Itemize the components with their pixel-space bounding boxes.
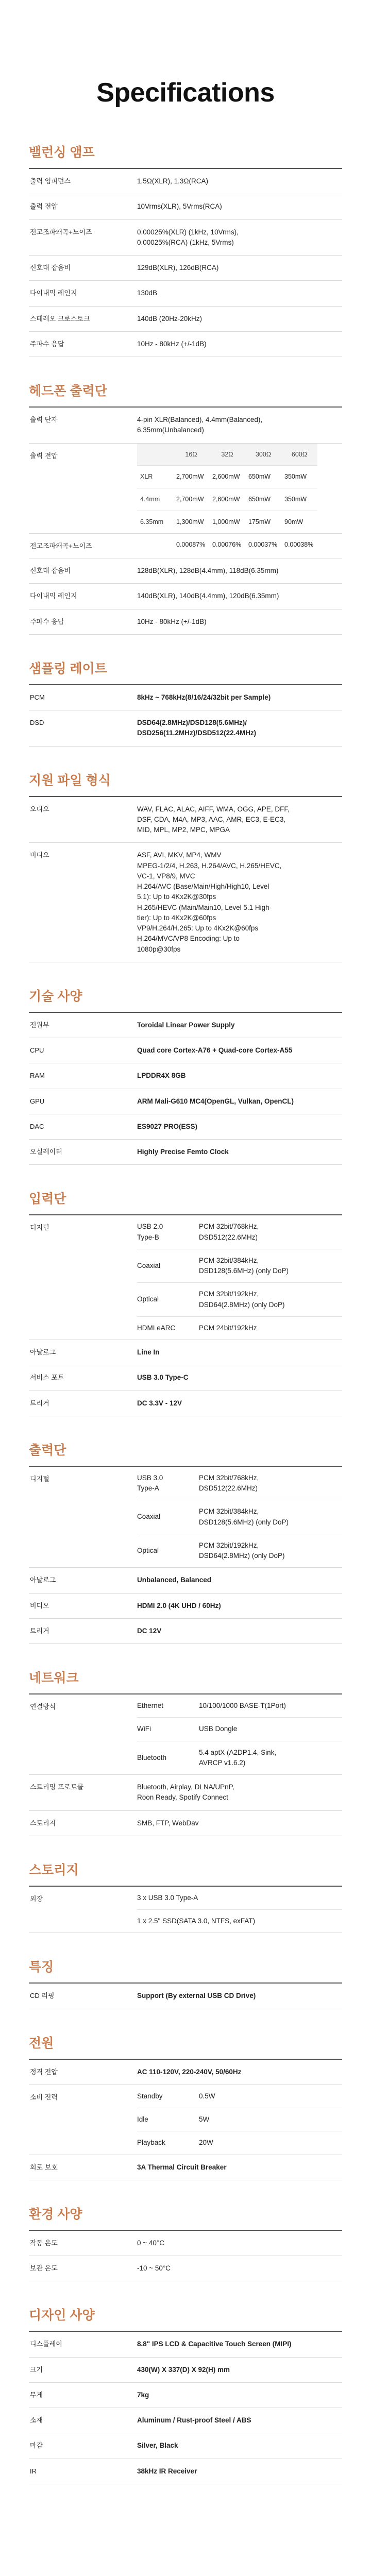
spec-label: 스트리밍 프로토콜 [30,1783,84,1791]
spec-value: 0 ~ 40°C [137,2239,165,2247]
consumption-list [137,2085,342,2155]
section-title-amp: 밸런싱 앰프 [29,137,342,169]
power-grid [137,444,342,533]
spec-row [29,797,342,843]
spec-value: LPDDR4X 8GB [137,1072,186,1080]
sub-row [137,1317,342,1340]
sub-label: Bluetooth [137,1753,167,1761]
power-grid-header: 600Ω [281,444,317,466]
sub-label: Coaxial [137,1261,161,1269]
section-title-environment: 환경 사양 [29,2199,342,2231]
sub-value: PCM 32bit/384kHz, DSD128(5.6MHz) (only DoP) [199,1256,289,1275]
power-grid-cell: 2,700mW [173,488,209,511]
spec-row-digital-in [29,1215,342,1340]
power-grid-wrap [137,444,342,533]
spec-label: 정격 전압 [30,2067,58,2076]
thd-grid-cell: 0.00087% [176,540,206,548]
spec-row [29,1340,342,1365]
spec-value: 140dB (20Hz-20kHz) [137,314,203,323]
spec-row [29,1013,342,1038]
spec-label: 오디오 [30,805,49,813]
spec-row [29,1775,342,1811]
spec-label: 작동 온도 [30,2239,58,2247]
section-environment [29,2199,342,2282]
section-design [29,2300,342,2484]
spec-label: 스테레오 크로스토크 [30,314,90,323]
spec-value: 140dB(XLR), 140dB(4.4mm), 120dB(6.35mm) [137,592,279,600]
spec-label: 다이내믹 레인지 [30,592,77,600]
section-headphone [29,376,342,635]
storage-item [137,1887,342,1910]
power-grid-cell: 90mW [284,518,303,526]
spec-value: AC 110-120V, 220-240V, 50/60Hz [137,2067,242,2076]
sub-value: PCM 32bit/768kHz, DSD512(22.6MHz) [199,1223,259,1241]
spec-value: Aluminum / Rust-proof Steel / ABS [137,2416,251,2424]
thd-grid-spacer [137,534,173,556]
spec-row-digital-out [29,1467,342,1568]
spec-value: 130dB [137,289,158,297]
spec-value: ARM Mali-G610 MC4(OpenGL, Vulkan, OpenCL) [137,1097,294,1105]
spec-label: GPU [30,1097,45,1105]
spec-row [29,1365,342,1391]
spec-row [29,307,342,332]
sub-row [137,1249,342,1283]
spec-label: 마감 [30,2442,43,2450]
spec-row [29,1619,342,1644]
sub-label: USB 3.0 Type-A [137,1473,163,1492]
spec-row [29,685,342,710]
spec-label: CD 리핑 [30,1992,55,2000]
sub-row [137,1467,342,1501]
spec-value: DC 3.3V - 12V [137,1399,182,1407]
spec-row [29,256,342,281]
sub-value: PCM 32bit/384kHz, DSD128(5.6MHz) (only DoP) [199,1507,289,1526]
spec-row [29,558,342,584]
sub-value: USB Dongle [199,1725,238,1733]
spec-label: 신호대 잡음비 [30,264,71,272]
spec-row [29,1114,342,1140]
storage-item [137,1910,342,1933]
power-grid-cell: 350mW [281,466,317,488]
section-amp [29,137,342,357]
section-tech [29,981,342,1165]
spec-label: PCM [30,693,45,701]
spec-label: 디지털 [30,1224,49,1232]
spec-label: 아날로그 [30,1348,56,1356]
connection-list [137,1694,342,1774]
spec-label: DAC [30,1122,44,1130]
storage-item-text: 3 x USB 3.0 Type-A [137,1893,198,1902]
spec-value: 4-pin XLR(Balanced), 4.4mm(Balanced), 6.35mm(Unbalanced) [137,416,263,434]
section-sampling [29,653,342,747]
sub-row [137,1741,342,1775]
spec-label: 전원부 [30,1021,49,1029]
spec-value: USB 3.0 Type-C [137,1374,189,1382]
storage-item-text: 1 x 2.5" SSD(SATA 3.0, NTFS, exFAT) [137,1917,256,1925]
sub-value: 10/100/1000 BASE-T(1Port) [199,1702,286,1709]
spec-label: 트리거 [30,1626,49,1635]
spec-row [29,1140,342,1165]
sub-label: HDMI eARC [137,1324,176,1332]
spec-row [29,2433,342,2459]
page-title: Specifications [96,78,275,108]
spec-label: 서비스 포트 [30,1374,64,1382]
spec-label: 출력 전압 [30,202,58,211]
spec-label: 연결방식 [30,1703,56,1710]
sub-label: Idle [137,2115,148,2123]
spec-value: DSD64(2.8MHz)/DSD128(5.6MHz)/ DSD256(11.2MHz)/DSD512(22.4MHz) [137,719,257,737]
spec-row [29,408,342,444]
spec-value: ES9027 PRO(ESS) [137,1122,198,1130]
spec-label: DSD [30,719,44,726]
sub-label: Optical [137,1295,159,1303]
sub-row [137,1215,342,1249]
spec-label: 디스플레이 [30,2340,62,2348]
spec-value: 129dB(XLR), 126dB(RCA) [137,264,219,272]
section-title-network: 네트워크 [29,1663,342,1694]
spec-value: 1.5Ω(XLR), 1.3Ω(RCA) [137,177,208,185]
spec-value: DC 12V [137,1626,162,1635]
sub-value: PCM 32bit/192kHz, DSD64(2.8MHz) (only DoP) [199,1541,285,1560]
section-title-tech: 기술 사양 [29,981,342,1013]
spec-row [29,1594,342,1619]
sub-row [137,2085,342,2108]
spec-row [29,609,342,635]
spec-row [29,220,342,256]
section-input [29,1183,342,1416]
sub-label: Optical [137,1546,159,1554]
spec-value: Silver, Black [137,2442,178,2450]
sub-row [137,1283,342,1317]
spec-label: 주파수 응답 [30,340,64,348]
spec-label: 크기 [30,2365,43,2374]
spec-value: WAV, FLAC, ALAC, AIFF, WMA, OGG, APE, DFF, DSF, CDA, M4A, MP3, AAC, AMR, EC3, E-EC3, MID, MPL, MP2, MPC, MPGA [137,805,290,834]
section-power [29,2028,342,2180]
spec-row [29,2383,342,2408]
spec-row [29,281,342,306]
spec-value: 10Hz - 80kHz (+/-1dB) [137,617,207,625]
sub-value: 0.5W [199,2092,215,2100]
sub-value: 5W [199,2115,210,2123]
spec-row-power [29,444,342,534]
power-grid-header: 32Ω [209,444,245,466]
spec-row [29,1089,342,1114]
output-digital-list [137,1467,342,1568]
section-title-input: 입력단 [29,1183,342,1215]
spec-label: 신호대 잡음비 [30,567,71,574]
sub-value: PCM 32bit/768kHz, DSD512(22.6MHz) [199,1473,259,1492]
spec-row [29,2358,342,2383]
power-grid-cell: 2,600mW [209,488,245,511]
power-grid-cell: 2,700mW [173,466,209,488]
power-grid-cell: 650mW [245,488,281,511]
sub-row [137,1718,342,1741]
spec-value: 0.00025%(XLR) (1kHz, 10Vrms), 0.00025%(RCA) (1kHz, 5Vrms) [137,228,239,246]
spec-row [29,1568,342,1593]
spec-row [29,332,342,357]
spec-label: 다이내믹 레인지 [30,289,77,297]
spec-label: 출력 전압 [30,451,58,460]
spec-label: 전고조파왜곡+노이즈 [30,541,92,550]
section-title-formats: 지원 파일 형식 [29,765,342,797]
spec-label: 소재 [30,2416,43,2424]
spec-label: 보관 온도 [30,2264,58,2272]
spec-row [29,2060,342,2085]
power-grid-row-label: 6.35mm [140,518,164,526]
section-title-sampling: 샘플링 레이트 [29,653,342,685]
spec-label: 디지털 [30,1475,49,1483]
spec-label: 비디오 [30,851,49,859]
spec-row [29,2332,342,2357]
spec-value: Quad core Cortex-A76 + Quad-core Cortex-A55 [137,1046,293,1054]
spec-row-connection [29,1694,342,1775]
power-grid-cell: 1,300mW [176,518,204,526]
spec-value: Bluetooth, Airplay, DLNA/UPnP, Roon Ready, Spotify Connect [137,1783,234,1802]
sub-value: 5.4 aptX (A2DP1.4, Sink, AVRCP v1.6.2) [199,1748,277,1767]
spec-value: 10Vrms(XLR), 5Vrms(RCA) [137,202,222,211]
spec-label: 외장 [30,1894,43,1903]
spec-row-consumption [29,2085,342,2155]
thd-grid-wrap [137,534,342,558]
spec-label: 회로 보호 [30,2163,58,2171]
spec-value: HDMI 2.0 (4K UHD / 60Hz) [137,1601,221,1609]
storage-list [137,1887,342,1933]
spec-value: ASF, AVI, MKV, MP4, WMV MPEG-1/2/4, H.263, H.264/AVC, H.265/HEVC, VC-1, VP8/9, MVC H.264/AVC (Base/Main/High/High10, Level 5.1): Up to 4Kx2K@30fps H.265/HEVC (Main/Main10, Level 5.1 High- tier): Up to 4Kx2K@60fps VP9/H.264/H.265: Up to 4Kx2K@60fps H.264/MVC/VP8 Encoding: Up to 1080p@30fps [137,851,282,953]
sub-label: Standby [137,2092,163,2100]
power-grid-row-label: XLR [137,466,173,488]
spec-label: IR [30,2467,37,2475]
spec-row-thd [29,534,342,559]
spec-row [29,843,342,962]
power-grid-cell: 650mW [245,466,281,488]
spec-label: 비디오 [30,1601,49,1609]
power-grid-row-label: 4.4mm [137,488,173,511]
spec-value: Line In [137,1348,160,1356]
spec-value: 10Hz - 80kHz (+/-1dB) [137,340,207,348]
spec-value: 430(W) X 337(D) X 92(H) mm [137,2365,230,2374]
sub-label: WiFi [137,1725,151,1733]
section-title-design: 디자인 사양 [29,2300,342,2332]
sub-row [137,1694,342,1718]
thd-grid-cell: 0.00037% [248,540,278,548]
sub-row [137,1500,342,1534]
spec-label: 스토리지 [30,1819,56,1827]
power-grid-header [137,444,173,466]
thd-grid [137,534,342,556]
spec-row [29,169,342,194]
spec-value: Toroidal Linear Power Supply [137,1021,235,1029]
spec-label: CPU [30,1046,44,1054]
section-network [29,1663,342,1836]
power-grid-cell: 350mW [281,488,317,511]
sub-value: PCM 32bit/192kHz, DSD64(2.8MHz) (only DoP) [199,1290,285,1309]
spec-value: Support (By external USB CD Drive) [137,1992,256,2000]
section-title-feature: 특징 [29,1952,342,1984]
sub-label: Ethernet [137,1702,164,1709]
section-title-output: 출력단 [29,1435,342,1467]
spec-row [29,1811,342,1836]
section-output [29,1435,342,1644]
section-formats [29,765,342,962]
input-digital-list [137,1215,342,1340]
spec-label: 전고조파왜곡+노이즈 [30,228,92,236]
power-grid-header: 16Ω [173,444,209,466]
sub-label: Playback [137,2139,165,2147]
section-title-storage: 스토리지 [29,1855,342,1887]
spec-value: 8kHz ~ 768kHz(8/16/24/32bit per Sample) [137,693,271,701]
sub-row [137,1534,342,1568]
spec-row [29,2459,342,2484]
spec-value: 8.8" IPS LCD & Capacitive Touch Screen (MIPI) [137,2340,292,2348]
spec-row [29,194,342,219]
spec-value: 38kHz IR Receiver [137,2467,197,2475]
spec-value: 3A Thermal Circuit Breaker [137,2163,227,2171]
spec-label: 주파수 응답 [30,617,64,625]
spec-row [29,1391,342,1416]
sub-label: USB 2.0 Type-B [137,1223,163,1241]
spec-value: 7kg [137,2391,149,2399]
spec-row [29,2155,342,2180]
power-grid-cell: 2,600mW [209,466,245,488]
spec-row [29,2408,342,2433]
sub-row [137,2131,342,2154]
spec-row [29,1984,342,2009]
thd-grid-cell: 0.00076% [212,540,242,548]
section-title-headphone: 헤드폰 출력단 [29,376,342,408]
sub-label: Coaxial [137,1513,161,1521]
spec-row [29,1038,342,1063]
spec-row [29,584,342,609]
spec-row [29,2256,342,2281]
sub-value: PCM 24bit/192kHz [199,1324,257,1332]
power-grid-cell: 175mW [248,518,271,526]
spec-label: 출력 임피던스 [30,177,71,185]
sub-row [137,2108,342,2131]
section-storage [29,1855,342,1934]
spec-label: 오실레이터 [30,1148,62,1156]
spec-row [29,2231,342,2256]
spec-label: 출력 단자 [30,416,58,423]
spec-label: 아날로그 [30,1576,56,1584]
spec-row [29,1063,342,1089]
section-title-power: 전원 [29,2028,342,2060]
spec-row-external [29,1887,342,1934]
spec-value: Unbalanced, Balanced [137,1576,212,1584]
spec-value: SMB, FTP, WebDav [137,1819,199,1827]
power-grid-cell: 1,000mW [212,518,240,526]
spec-label: 무게 [30,2391,43,2399]
spec-value: -10 ~ 50°C [137,2264,171,2272]
spec-label: 소비 전력 [30,2093,58,2101]
spec-value: 128dB(XLR), 128dB(4.4mm), 118dB(6.35mm) [137,567,279,574]
power-grid-header: 300Ω [245,444,281,466]
sub-value: 20W [199,2139,213,2147]
thd-grid-cell: 0.00038% [284,540,314,548]
section-feature [29,1952,342,2009]
spec-label: RAM [30,1072,45,1080]
spec-row [29,710,342,747]
spec-value: Highly Precise Femto Clock [137,1148,229,1156]
spec-label: 트리거 [30,1399,49,1407]
